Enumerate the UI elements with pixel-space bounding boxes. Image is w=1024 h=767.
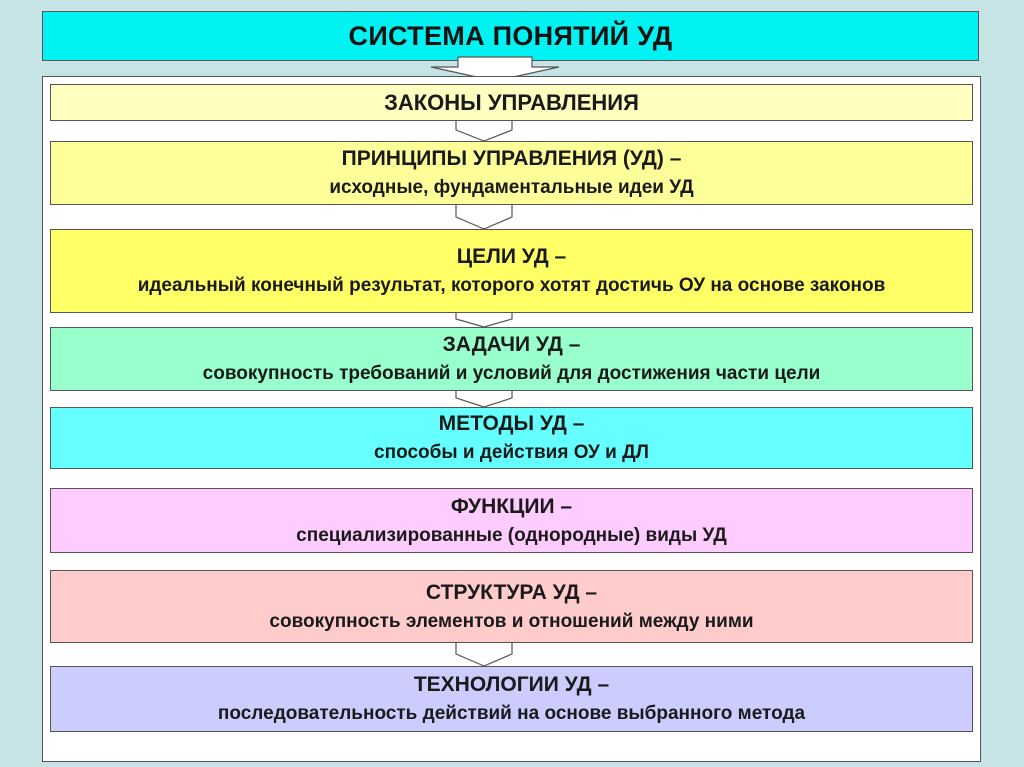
- block-functions-heading: ФУНКЦИИ –: [450, 494, 573, 518]
- block-principles: [50, 141, 973, 205]
- block-goals-description: идеальный конечный результат, которого хотят достичь ОУ на основе законов: [137, 275, 886, 297]
- arrow-down-icon: [449, 389, 519, 409]
- block-functions: [50, 488, 973, 553]
- arrow-down-icon: [449, 641, 519, 668]
- block-principles-heading: ПРИНЦИПЫ УПРАВЛЕНИЯ (УД) –: [341, 147, 682, 170]
- block-methods-description: способы и действия ОУ и ДЛ: [374, 442, 649, 464]
- block-principles-description: исходные, фундаментальные идеи УД: [329, 177, 694, 199]
- block-methods: [50, 407, 973, 469]
- block-tasks-heading: ЗАДАЧИ УД –: [442, 333, 581, 356]
- block-structure-description: совокупность элементов и отношений между ними: [269, 610, 754, 632]
- block-goals-heading: ЦЕЛИ УД –: [456, 245, 567, 268]
- block-goals: [50, 229, 973, 313]
- block-technologies-heading: ТЕХНОЛОГИИ УД –: [413, 673, 610, 696]
- arrow-down-icon: [449, 203, 519, 231]
- block-functions-description: специализированные (однородные) виды УД: [296, 524, 727, 546]
- block-tasks: [50, 327, 973, 391]
- block-structure: [50, 570, 973, 643]
- block-tasks-description: совокупность требований и условий для достижения части цели: [202, 363, 821, 385]
- arrow-down-icon: [449, 119, 519, 143]
- block-laws-heading: ЗАКОНЫ УПРАВЛЕНИЯ: [384, 89, 639, 115]
- block-technologies-description: последовательность действий на основе выбранного метода: [217, 703, 806, 725]
- block-technologies: [50, 666, 973, 732]
- block-structure-heading: СТРУКТУРА УД –: [425, 580, 598, 604]
- block-methods-heading: МЕТОДЫ УД –: [438, 412, 585, 435]
- block-laws: [50, 84, 973, 121]
- diagram-title: СИСТЕМА ПОНЯТИЙ УД: [42, 11, 979, 61]
